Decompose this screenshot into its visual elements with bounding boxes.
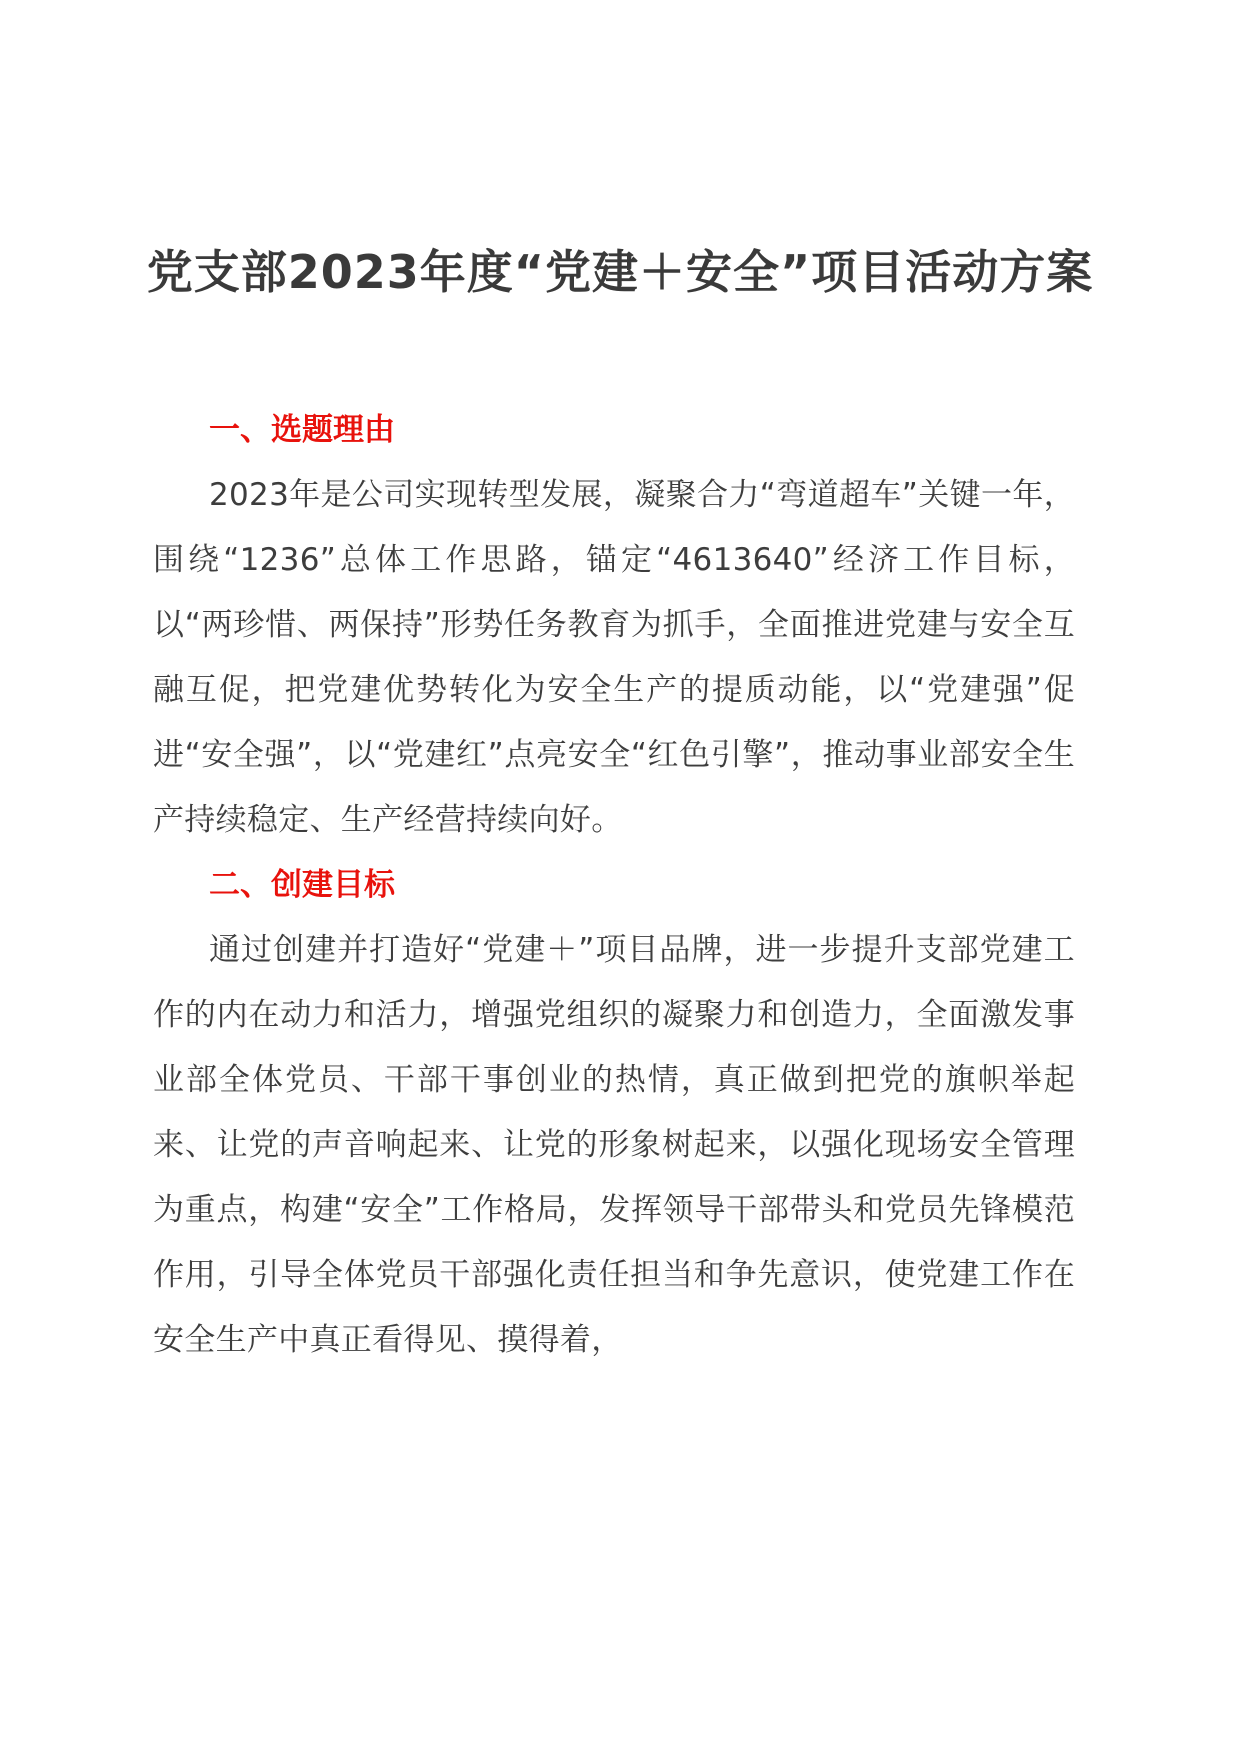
section-heading-goal: 二、创建目标 <box>209 867 395 903</box>
section-paragraph-goal: 通过创建并打造好“党建＋”项目品牌，进一步提升支部党建工作的内在动力和活力，增强党组织的凝聚力和创造力，全面激发事业部全体党员、干部干事创业的热情，真正做到把党的旗帜举起来、让党的声音响起来、让党的形象树起来，以强化现场安全管理为重点，构建“安全”工作格局，发挥领导干部带头和党员先锋模范作用，引导全体党员干部强化责任担当和争先意识，使党建工作在安全生产中真正看得见、摸得着， <box>153 932 1075 1358</box>
document-title: 党支部2023年度“党建＋安全”项目活动方案 <box>146 245 1094 299</box>
document-body <box>153 398 1075 1373</box>
section-heading-reason: 一、选题理由 <box>209 412 395 448</box>
section-paragraph-reason: 2023年是公司实现转型发展，凝聚合力“弯道超车”关键一年，围绕“1236”总体工作思路，锚定“4613640”经济工作目标，以“两珍惜、两保持”形势任务教育为抓手，全面推进党建与安全互融互促，把党建优势转化为安全生产的提质动能，以“党建强”促进“安全强”，以“党建红”点亮安全“红色引擎”，推动事业部安全生产持续稳定、生产经营持续向好。 <box>153 477 1075 838</box>
